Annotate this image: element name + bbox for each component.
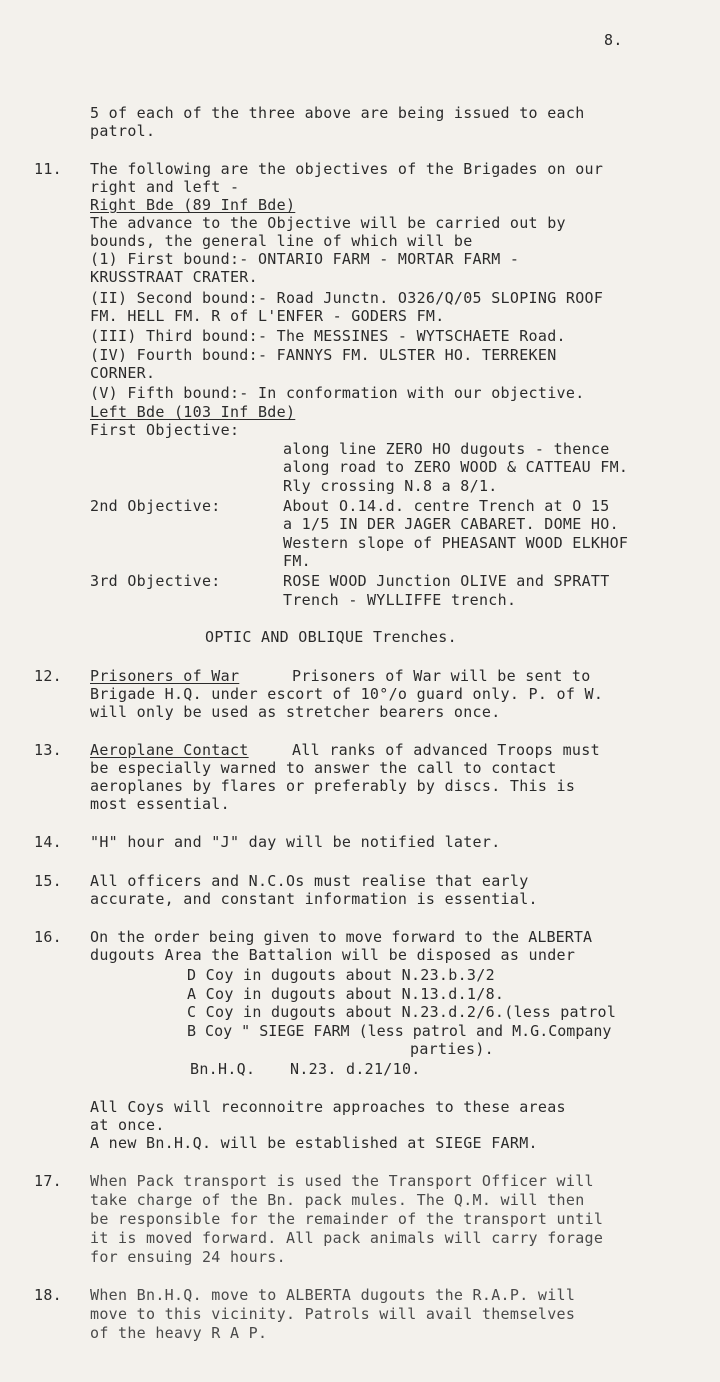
section-number: 13. [34,741,62,759]
objective-line: Trench - WYLLIFFE trench. [283,591,517,609]
para-line: All ranks of advanced Troops must [292,741,600,759]
bnhq-ref: N.23. d.21/10. [290,1060,421,1078]
para-line: accurate, and constant information is essential. [90,890,538,908]
para-line: All officers and N.C.Os must realise that early [90,872,529,890]
bound-line: (V) Fifth bound:- In conformation with our objective. [90,384,585,402]
closing-line: OPTIC AND OBLIQUE Trenches. [205,628,457,646]
objective-label: 2nd Objective: [90,497,221,515]
para-line: will only be used as stretcher bearers once. [90,703,501,721]
objective-line: ROSE WOOD Junction OLIVE and SPRATT [283,572,610,590]
page-number: 8. [604,31,623,49]
para-line: When Pack transport is used the Transport Officer will [90,1172,594,1190]
coy-line: B Coy " SIEGE FARM (less patrol and M.G.Company [187,1022,612,1040]
para-line: All Coys will reconnoitre approaches to these areas [90,1098,566,1116]
section-heading: Aeroplane Contact [90,741,249,759]
section-number: 15. [34,872,62,890]
coy-line: C Coy in dugouts about N.23.d.2/6.(less patrol [187,1003,617,1021]
para-line: aeroplanes by flares or preferably by discs. This is [90,777,576,795]
para-line: of the heavy R A P. [90,1324,268,1342]
bnhq-label: Bn.H.Q. [190,1060,256,1078]
section-number: 12. [34,667,62,685]
bound-line: KRUSSTRAAT CRATER. [90,268,258,286]
para-line: When Bn.H.Q. move to ALBERTA dugouts the R.A.P. will [90,1286,576,1304]
objective-line: Rly crossing N.8 a 8/1. [283,477,498,495]
coy-line: A Coy in dugouts about N.13.d.1/8. [187,985,505,1003]
section-number: 16. [34,928,62,946]
bound-line: FM. HELL FM. R of L'ENFER - GODERS FM. [90,307,445,325]
coy-line: parties). [410,1040,494,1058]
objective-line: a 1/5 IN DER JAGER CABARET. DOME HO. [283,515,619,533]
section-number: 11. [34,160,62,178]
section-number: 18. [34,1286,62,1304]
intro-line: 5 of each of the three above are being issued to each [90,104,585,122]
para-line: The following are the objectives of the Brigades on our [90,160,604,178]
coy-line: D Coy in dugouts about N.23.b.3/2 [187,966,495,984]
section-number: 17. [34,1172,62,1190]
section-heading: Prisoners of War [90,667,240,685]
para-line: Prisoners of War will be sent to [292,667,591,685]
para-line: Brigade H.Q. under escort of 10°/o guard only. P. of W. [90,685,604,703]
para-line: A new Bn.H.Q. will be established at SIEGE FARM. [90,1134,538,1152]
para-line: be especially warned to answer the call to contact [90,759,557,777]
para-line: for ensuing 24 hours. [90,1248,286,1266]
para-line: move to this vicinity. Patrols will avail themselves [90,1305,576,1323]
right-bde-heading: Right Bde (89 Inf Bde) [90,196,296,214]
objective-line: along road to ZERO WOOD & CATTEAU FM. [283,458,629,476]
para-line: take charge of the Bn. pack mules. The Q.M. will then [90,1191,585,1209]
objective-label: 3rd Objective: [90,572,221,590]
bound-line: (IV) Fourth bound:- FANNYS FM. ULSTER HO. TERREKEN [90,346,557,364]
bound-line: CORNER. [90,364,156,382]
intro-line: patrol. [90,122,156,140]
left-bde-heading: Left Bde (103 Inf Bde) [90,403,296,421]
bound-line: (II) Second bound:- Road Junctn. O326/Q/05 SLOPING ROOF [90,289,604,307]
para-line: On the order being given to move forward to the ALBERTA [90,928,593,946]
para-line: The advance to the Objective will be carried out by [90,214,566,232]
objective-line: About O.14.d. centre Trench at O 15 [283,497,610,515]
bound-line: (III) Third bound:- The MESSINES - WYTSCHAETE Road. [90,327,566,345]
objective-line: along line ZERO HO dugouts - thence [283,440,610,458]
para-line: at once. [90,1116,165,1134]
objective-line: FM. [283,552,311,570]
para-line: right and left - [90,178,240,196]
bound-line: (1) First bound:- ONTARIO FARM - MORTAR FARM - [90,250,520,268]
para-line: be responsible for the remainder of the transport until [90,1210,604,1228]
section-number: 14. [34,833,62,851]
para-line: most essential. [90,795,230,813]
para-line: it is moved forward. All pack animals will carry forage [90,1229,604,1247]
objective-label: First Objective: [90,421,240,439]
para-line: dugouts Area the Battalion will be disposed as under [90,946,576,964]
para-line: "H" hour and "J" day will be notified later. [90,833,501,851]
objective-line: Western slope of PHEASANT WOOD ELKHOF [283,534,629,552]
para-line: bounds, the general line of which will be [90,232,473,250]
